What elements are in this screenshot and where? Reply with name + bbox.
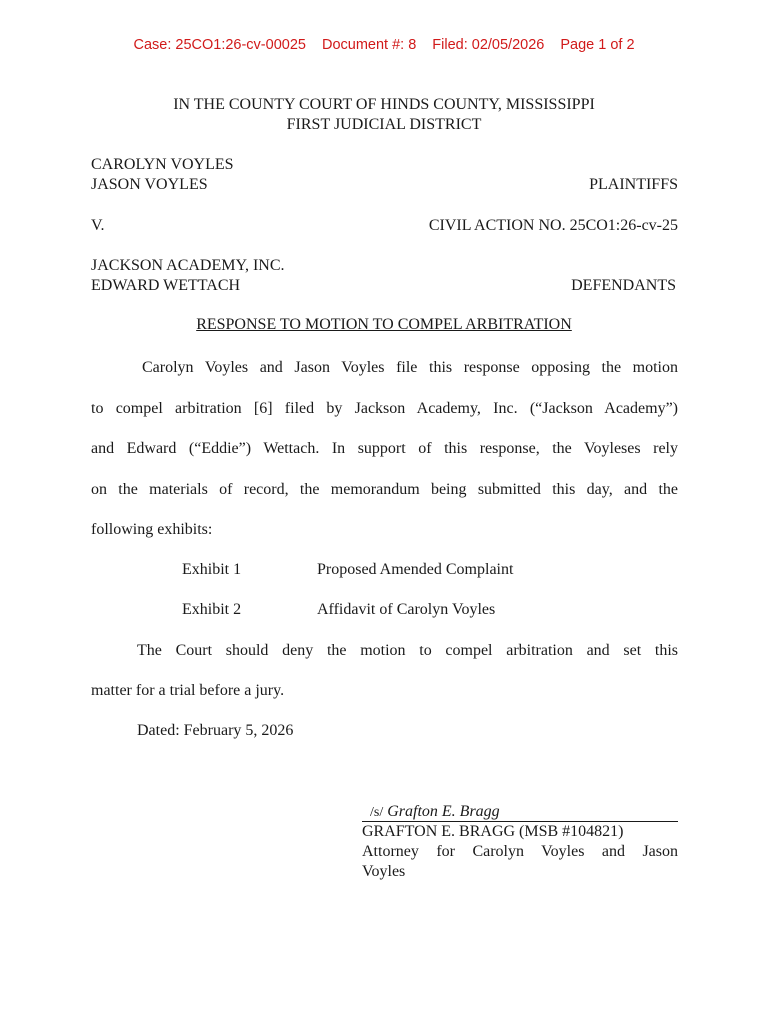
- paragraph-1-line-2: to compel arbitration [6] filed by Jackson Academy, Inc. (“Jackson Academy”): [91, 400, 678, 417]
- civil-action-number: CIVIL ACTION NO. 25CO1:26-cv-25: [428, 217, 678, 234]
- dated-line: Dated: February 5, 2026: [137, 722, 294, 739]
- versus: V.: [91, 217, 105, 234]
- case-number: Case: 25CO1:26-cv-00025: [133, 37, 306, 53]
- attorney-role-line-1: Attorney for Carolyn Voyles and Jason: [362, 843, 678, 860]
- paragraph-1-line-1: Carolyn Voyles and Jason Voyles file this response opposing the motion: [142, 359, 678, 376]
- exhibit-row: [182, 560, 513, 580]
- paragraph-1-line-3: and Edward (“Eddie”) Wettach. In support of this response, the Voyleses rely: [91, 440, 678, 457]
- paragraph-1-line-5: following exhibits:: [91, 521, 213, 538]
- exhibit-row: [182, 600, 495, 620]
- document-title: RESPONSE TO MOTION TO COMPEL ARBITRATION: [196, 316, 572, 333]
- paragraph-2-line-2: matter for a trial before a jury.: [91, 682, 285, 699]
- attorney-name: GRAFTON E. BRAGG (MSB #104821): [362, 823, 624, 840]
- exhibit-number: Exhibit 1: [182, 561, 242, 578]
- filing-stamp: [0, 37, 768, 53]
- plaintiffs-label: PLAINTIFFS: [589, 176, 678, 193]
- paragraph-1-line-4: on the materials of record, the memorandum being submitted this day, and the: [91, 481, 678, 498]
- paragraph-2-line-1: The Court should deny the motion to compel arbitration and set this: [137, 642, 678, 659]
- defendant-2: EDWARD WETTACH: [91, 277, 241, 294]
- page-indicator: Page 1 of 2: [560, 37, 635, 53]
- plaintiff-2: JASON VOYLES: [91, 176, 208, 193]
- signature-prefix: /s/: [370, 805, 384, 820]
- document-number: Document #: 8: [321, 37, 417, 53]
- exhibit-description: Affidavit of Carolyn Voyles: [317, 601, 496, 618]
- defendants-label: DEFENDANTS: [571, 277, 676, 294]
- court-heading: [0, 95, 768, 135]
- exhibit-number: Exhibit 2: [182, 601, 242, 618]
- court-name: IN THE COUNTY COURT OF HINDS COUNTY, MISSISSIPPI: [173, 96, 595, 113]
- signature-block: [362, 802, 678, 882]
- attorney-role-line-2: Voyles: [362, 863, 406, 880]
- exhibit-description: Proposed Amended Complaint: [317, 561, 514, 578]
- signature-name: Grafton E. Bragg: [387, 803, 500, 820]
- plaintiff-1: CAROLYN VOYLES: [91, 156, 234, 173]
- filed-date: Filed: 02/05/2026: [432, 37, 545, 53]
- court-district: FIRST JUDICIAL DISTRICT: [286, 116, 482, 133]
- signature-line: [362, 802, 678, 822]
- defendant-1: JACKSON ACADEMY, INC.: [91, 257, 285, 274]
